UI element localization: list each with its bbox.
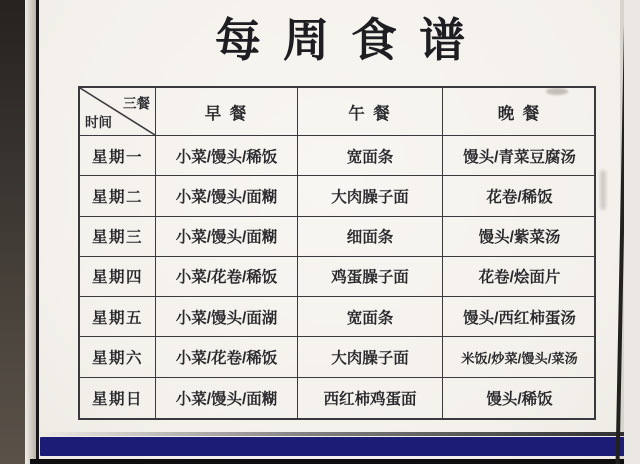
dinner-cell: 馒头/紫菜汤	[443, 217, 596, 257]
day-cell: 星期五	[80, 297, 156, 337]
day-cell: 星期一	[80, 136, 156, 176]
weekly-menu-table	[78, 86, 596, 420]
dinner-cell: 馒头/西红柿蛋汤	[443, 297, 596, 337]
day-cell: 星期日	[80, 378, 156, 418]
board-bottom-shadow-line	[40, 432, 636, 436]
corner-label-meals: 三餐	[123, 96, 150, 111]
board-title: 每周食谱	[214, 14, 488, 66]
photo-left-edge	[0, 0, 25, 464]
smudge-mark	[600, 170, 606, 210]
day-cell: 星期六	[80, 337, 156, 377]
photo-bottom-edge	[30, 459, 640, 464]
lunch-cell: 大肉臊子面	[298, 176, 443, 216]
breakfast-cell: 小菜/馒头/面湖	[156, 297, 298, 337]
day-cell: 星期三	[80, 217, 156, 257]
corner-cell	[80, 88, 156, 136]
breakfast-cell: 小菜/馒头/稀饭	[156, 136, 298, 176]
breakfast-cell: 小菜/馒头/面糊	[156, 378, 298, 418]
lunch-cell: 大肉臊子面	[298, 337, 443, 377]
dinner-cell: 花卷/稀饭	[443, 176, 596, 216]
dinner-cell: 米饭/炒菜/馒头/菜汤	[443, 337, 596, 377]
breakfast-cell: 小菜/馒头/面糊	[156, 217, 298, 257]
breakfast-cell: 小菜/花卷/稀饭	[156, 337, 298, 377]
dinner-cell: 花卷/烩面片	[443, 257, 596, 297]
lunch-cell: 鸡蛋臊子面	[298, 257, 443, 297]
day-cell: 星期四	[80, 257, 156, 297]
day-cell: 星期二	[80, 176, 156, 216]
header-lunch: 午 餐	[298, 88, 443, 136]
dinner-cell: 馒头/稀饭	[486, 390, 553, 408]
dinner-cell: 馒头/青菜豆腐汤	[443, 136, 596, 176]
lunch-cell: 宽面条	[298, 297, 443, 337]
breakfast-cell: 小菜/馒头/面糊	[156, 176, 298, 216]
lunch-cell: 西红柿鸡蛋面	[298, 378, 443, 418]
navy-bottom-band	[40, 437, 635, 456]
corner-label-time: 时间	[85, 115, 112, 130]
lunch-cell: 细面条	[298, 217, 443, 257]
header-breakfast: 早 餐	[156, 88, 298, 136]
board-left-rim	[25, 0, 36, 464]
header-dinner: 晚 餐	[443, 88, 596, 136]
photo-right-edge	[624, 0, 640, 464]
lunch-cell: 宽面条	[298, 136, 443, 176]
breakfast-cell: 小菜/花卷/稀饭	[156, 257, 298, 297]
